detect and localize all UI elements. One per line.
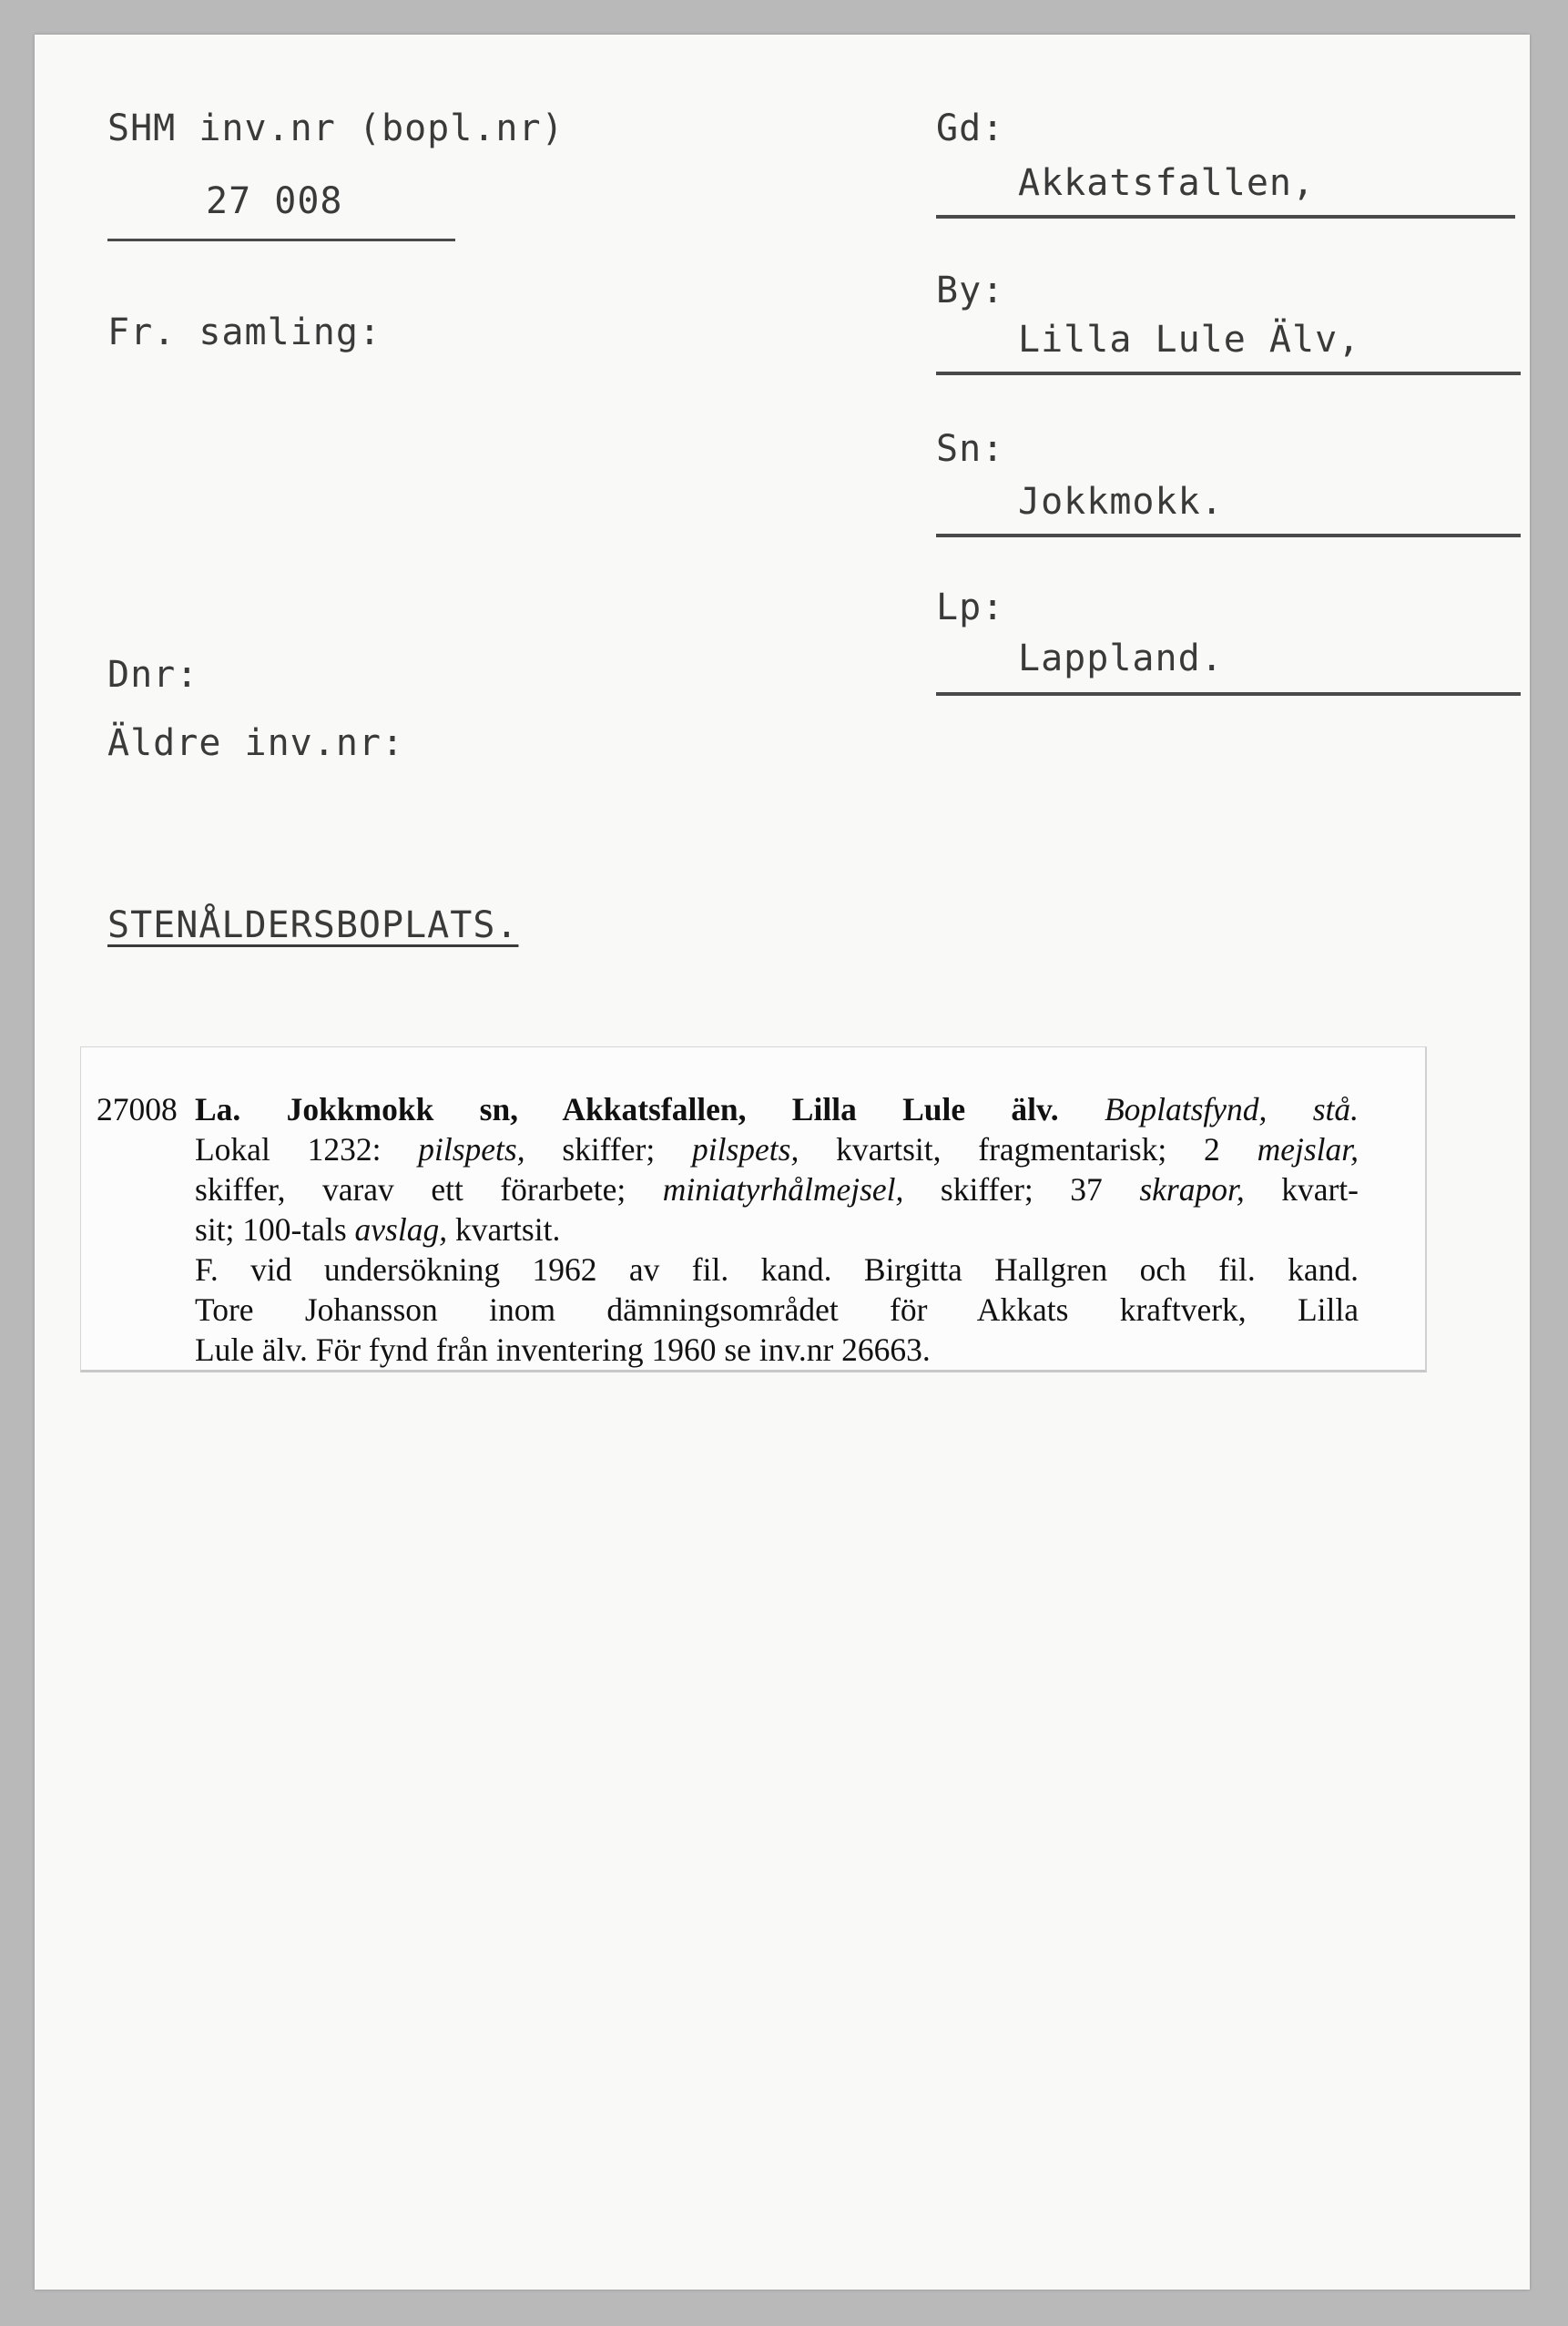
sn-value: Jokkmokk. bbox=[1018, 481, 1224, 523]
clipping-text bbox=[97, 1089, 1359, 1370]
fr-samling-label: Fr. samling: bbox=[107, 311, 382, 353]
by-value: Lilla Lule Älv, bbox=[1018, 319, 1361, 361]
inv-nr-rule bbox=[107, 239, 455, 241]
clipping-locality: La. Jokkmokk sn, Akkatsfallen, Lilla Lule älv. bbox=[195, 1091, 1059, 1127]
clipping-find-type: Boplatsfynd, stå. bbox=[1104, 1091, 1359, 1127]
clipping-line-5: F. vid undersökning 1962 av fil. kand. Birgitta Hallgren och fil. kand. bbox=[195, 1251, 1359, 1288]
by-rule bbox=[936, 372, 1521, 375]
gd-value: Akkatsfallen, bbox=[1018, 162, 1316, 204]
clipping-line-6: Tore Johansson inom dämningsområdet för Akkats kraftverk, Lilla bbox=[195, 1291, 1359, 1328]
catalog-number: 27008 bbox=[97, 1091, 178, 1127]
printed-clipping bbox=[80, 1046, 1427, 1372]
aldre-inv-nr-label: Äldre inv.nr: bbox=[107, 722, 405, 764]
sn-rule bbox=[936, 534, 1521, 537]
gd-label: Gd: bbox=[936, 107, 1005, 149]
clipping-line-2: Lokal 1232: pilspets, skiffer; pilspets, kvartsit, fragmentarisk; 2 mejslar, bbox=[195, 1131, 1359, 1168]
gd-rule bbox=[936, 215, 1515, 219]
lp-label: Lp: bbox=[936, 587, 1005, 628]
site-heading: STENÅLDERSBOPLATS. bbox=[107, 904, 519, 946]
inv-nr-value: 27 008 bbox=[206, 180, 343, 222]
clipping-line-3: skiffer, varav ett förarbete; miniatyrhålmejsel, skiffer; 37 skrapor, kvart- bbox=[195, 1171, 1359, 1208]
catalog-card bbox=[35, 35, 1530, 2290]
by-label: By: bbox=[936, 270, 1005, 311]
sn-label: Sn: bbox=[936, 428, 1005, 470]
clipping-line-7: Lule älv. För fynd från inventering 1960 se inv.nr 26663. bbox=[195, 1331, 931, 1368]
inv-nr-label: SHM inv.nr (bopl.nr) bbox=[107, 107, 565, 149]
lp-value: Lappland. bbox=[1018, 638, 1224, 679]
dnr-label: Dnr: bbox=[107, 654, 199, 696]
clipping-line-4: sit; 100-tals avslag, kvartsit. bbox=[195, 1211, 561, 1248]
lp-rule bbox=[936, 692, 1521, 696]
clipping-line-1 bbox=[97, 1089, 1359, 1129]
